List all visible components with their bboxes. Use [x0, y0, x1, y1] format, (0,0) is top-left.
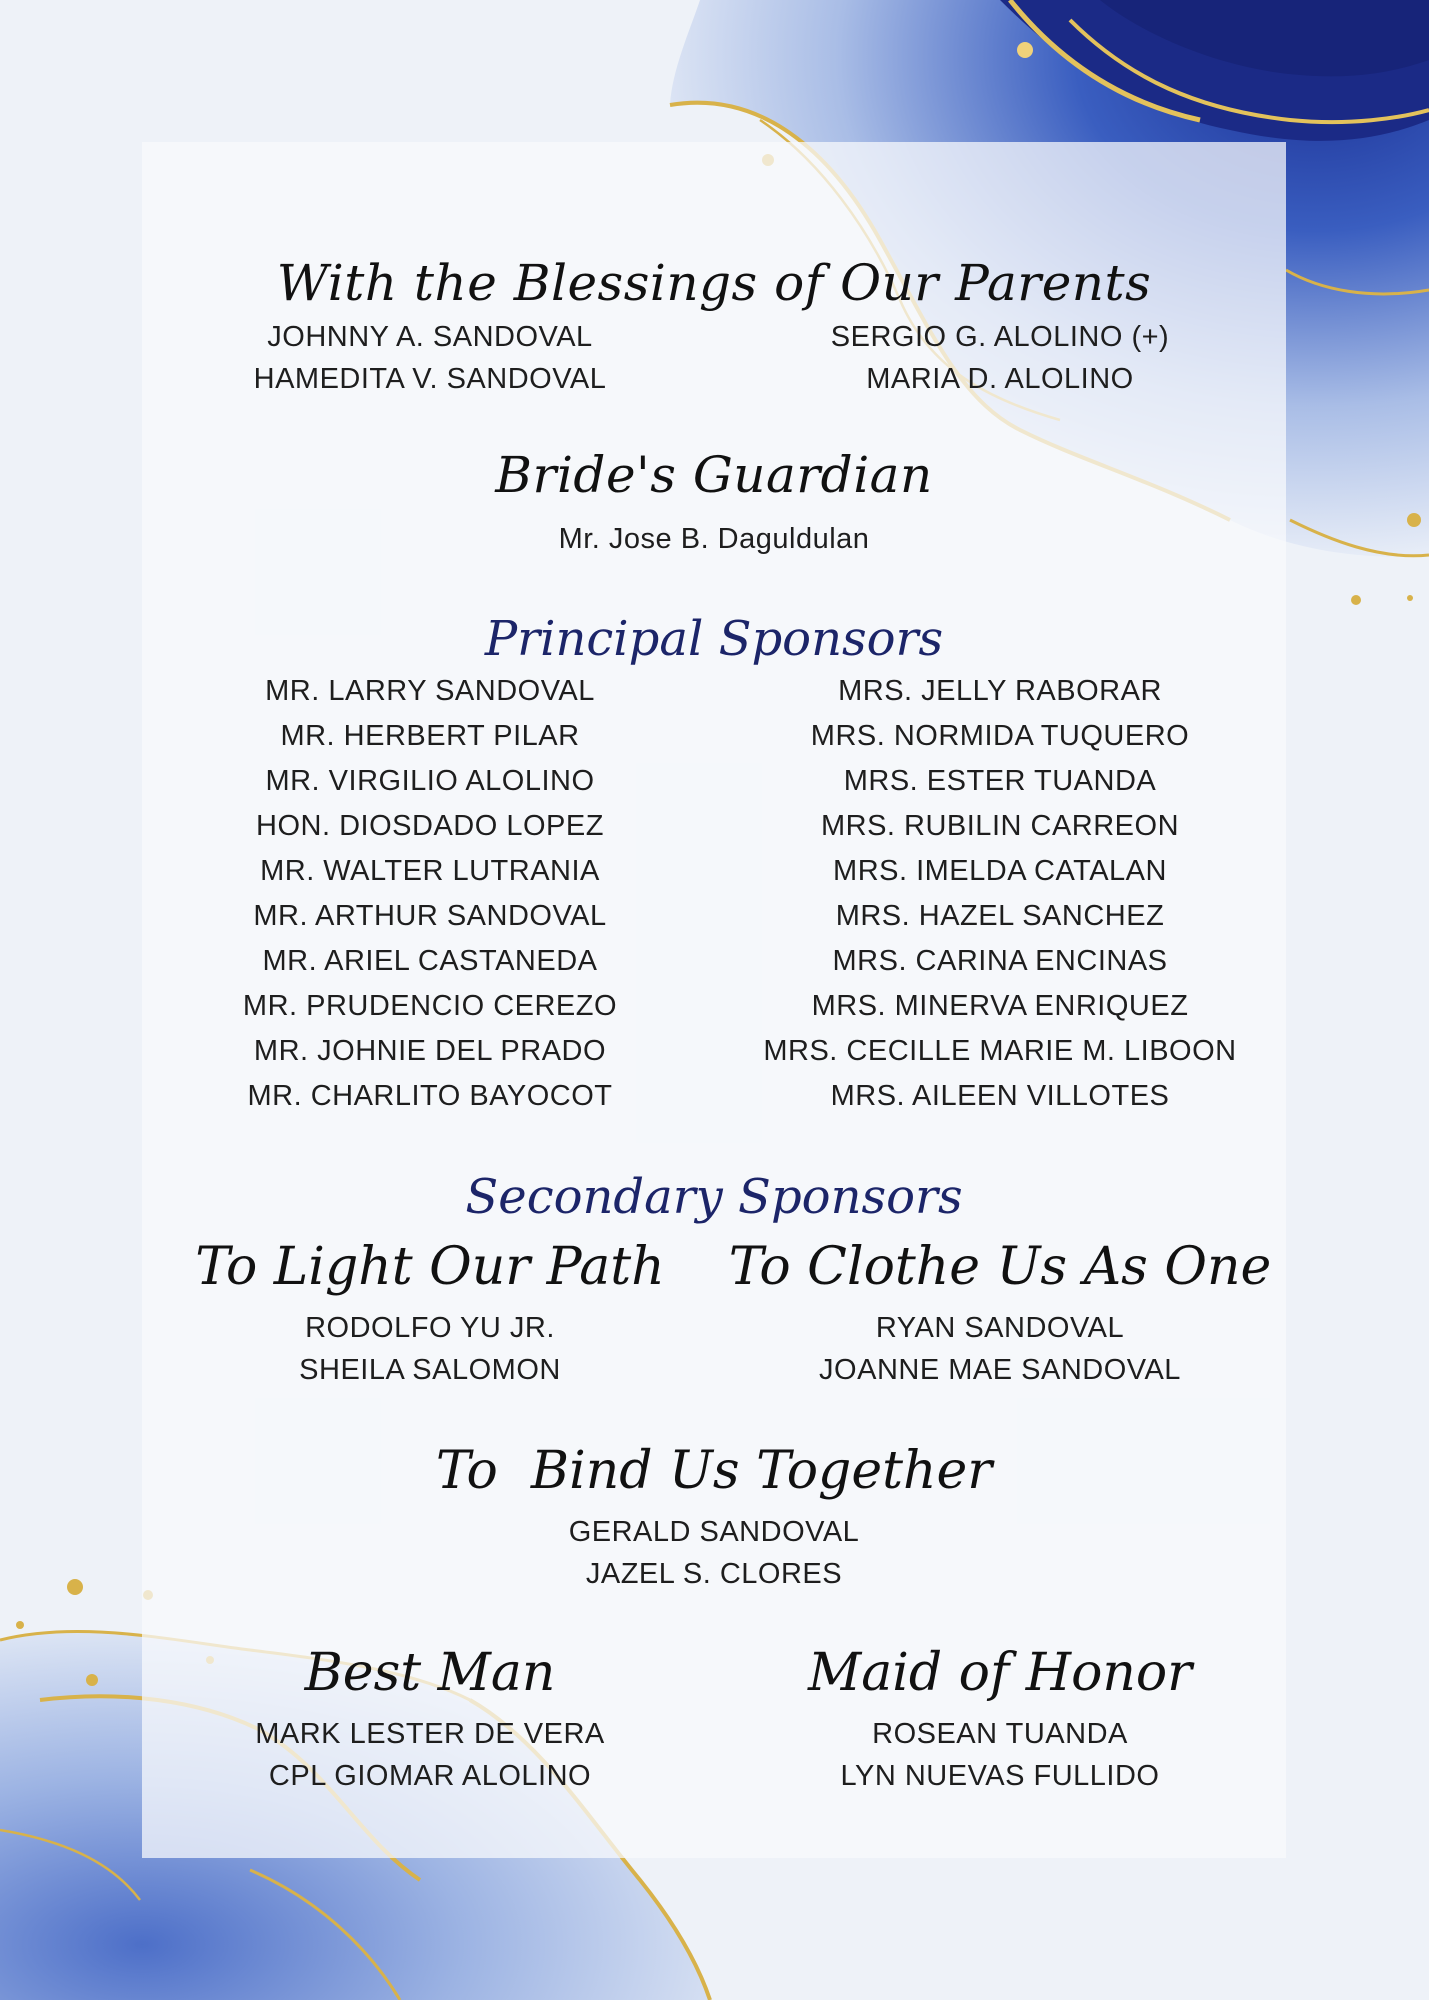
sponsor-name: MRS. JELLY RABORAR	[838, 675, 1162, 707]
sponsor-name: MR. CHARLITO BAYOCOT	[247, 1080, 613, 1112]
cord-sponsors-heading: To Bind Us Together	[435, 1441, 993, 1501]
cord-sponsors-list	[214, 1511, 1214, 1595]
principal-sponsors-heading: Principal Sponsors	[484, 611, 944, 667]
principal-women-list	[700, 669, 1300, 1119]
sponsor-name: MRS. CECILLE MARIE M. LIBOON	[763, 1035, 1237, 1067]
principal-men-list	[150, 669, 710, 1119]
sponsor-name: JOANNE MAE SANDOVAL	[819, 1354, 1181, 1386]
sponsor-name: JAZEL S. CLORES	[585, 1558, 843, 1590]
maid-of-honor-heading: Maid of Honor	[807, 1643, 1193, 1703]
best-man-name: MARK LESTER DE VERA	[255, 1718, 605, 1750]
sponsor-name: MRS. MINERVA ENRIQUEZ	[811, 990, 1189, 1022]
sponsor-name: SHEILA SALOMON	[299, 1354, 561, 1386]
sponsor-name: MR. JOHNIE DEL PRADO	[253, 1035, 607, 1067]
bride-parent-name: MARIA D. ALOLINO	[866, 363, 1134, 395]
guardian-name: Mr. Jose B. Daguldulan	[558, 523, 870, 555]
sponsor-name: GERALD SANDOVAL	[568, 1516, 860, 1548]
best-man-heading: Best Man	[304, 1643, 556, 1703]
groom-parents-list	[150, 316, 710, 400]
candle-sponsors-list	[150, 1307, 710, 1391]
guardian-list	[214, 518, 1214, 560]
sponsor-name: MRS. AILEEN VILLOTES	[830, 1080, 1170, 1112]
bride-parent-name: SERGIO G. ALOLINO (+)	[830, 321, 1170, 353]
sponsor-name: MR. PRUDENCIO CEREZO	[242, 990, 618, 1022]
maid-of-honor-name: LYN NUEVAS FULLIDO	[840, 1760, 1160, 1792]
veil-sponsors-list	[700, 1307, 1300, 1391]
sponsor-name: HON. DIOSDADO LOPEZ	[256, 810, 604, 842]
bride-parents-list	[700, 316, 1300, 400]
sponsor-name: MR. WALTER LUTRANIA	[260, 855, 600, 887]
sponsor-name: MR. LARRY SANDOVAL	[265, 675, 595, 707]
sponsor-name: MR. ARIEL CASTANEDA	[262, 945, 598, 977]
sponsor-name: MR. ARTHUR SANDOVAL	[253, 900, 607, 932]
sponsor-name: RYAN SANDOVAL	[875, 1312, 1125, 1344]
sponsor-name: MRS. ESTER TUANDA	[843, 765, 1157, 797]
parents-heading: With the Blessings of Our Parents	[276, 254, 1152, 312]
veil-sponsors-heading: To Clothe Us As One	[728, 1237, 1272, 1297]
best-man-list	[150, 1713, 710, 1797]
groom-parent-name: HAMEDITA V. SANDOVAL	[253, 363, 607, 395]
sponsor-name: MRS. NORMIDA TUQUERO	[810, 720, 1190, 752]
sponsor-name: MRS. RUBILIN CARREON	[820, 810, 1180, 842]
secondary-sponsors-heading: Secondary Sponsors	[465, 1169, 963, 1225]
sponsor-name: MRS. CARINA ENCINAS	[832, 945, 1168, 977]
sponsor-name: MRS. HAZEL SANCHEZ	[835, 900, 1165, 932]
groom-parent-name: JOHNNY A. SANDOVAL	[267, 321, 593, 353]
candle-sponsors-heading: To Light Our Path	[195, 1237, 665, 1297]
sponsor-name: RODOLFO YU JR.	[305, 1312, 555, 1344]
maid-of-honor-name: ROSEAN TUANDA	[872, 1718, 1128, 1750]
best-man-name: CPL GIOMAR ALOLINO	[268, 1760, 592, 1792]
sponsor-name: MR. HERBERT PILAR	[280, 720, 580, 752]
maid-of-honor-list	[700, 1713, 1300, 1797]
guardian-heading: Bride's Guardian	[495, 446, 933, 504]
sponsor-name: MR. VIRGILIO ALOLINO	[265, 765, 595, 797]
sponsor-name: MRS. IMELDA CATALAN	[833, 855, 1167, 887]
